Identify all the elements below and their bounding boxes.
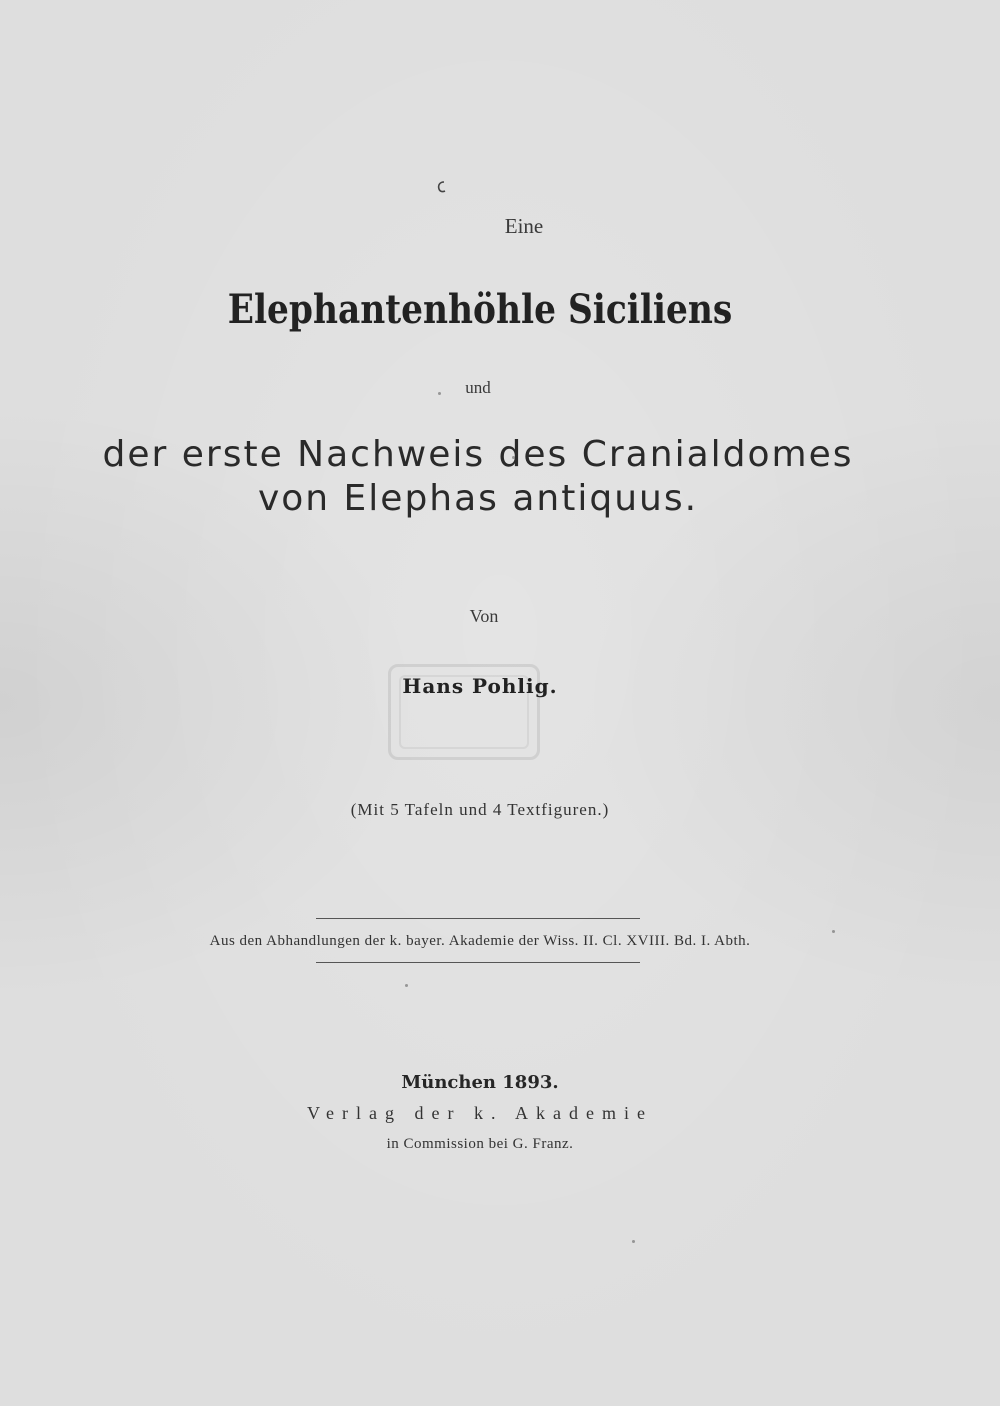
paper-speck: [832, 930, 835, 933]
commission-note: in Commission bei G. Franz.: [386, 1136, 574, 1152]
main-title: Elephantenhöhle Siciliens: [227, 286, 733, 333]
margin-mark: [436, 180, 446, 194]
intro-word: Eine: [504, 214, 544, 238]
place-year: München 1893.: [401, 1072, 559, 1093]
divider-top: [316, 918, 640, 919]
paper-speck: [632, 1240, 635, 1243]
paper-speck: [405, 984, 408, 987]
publisher: Verlag der k. Akademie: [307, 1103, 653, 1123]
source-note: Aus den Abhandlungen der k. bayer. Akademie der Wiss. II. Cl. XVIII. Bd. I. Abth.: [209, 933, 751, 949]
conjunction: und: [465, 378, 491, 397]
by-line: Von: [469, 606, 499, 626]
subtitle-line-1: der erste Nachweis des Cranialdomes: [102, 434, 854, 475]
plates-note: (Mit 5 Tafeln und 4 Textfiguren.): [350, 800, 610, 819]
author-name: Hans Pohlig.: [402, 674, 558, 698]
paper-speck: [512, 456, 515, 459]
divider-bottom: [316, 962, 640, 963]
subtitle-line-2: von Elephas antiquus.: [257, 478, 699, 519]
paper-speck: [438, 392, 441, 395]
